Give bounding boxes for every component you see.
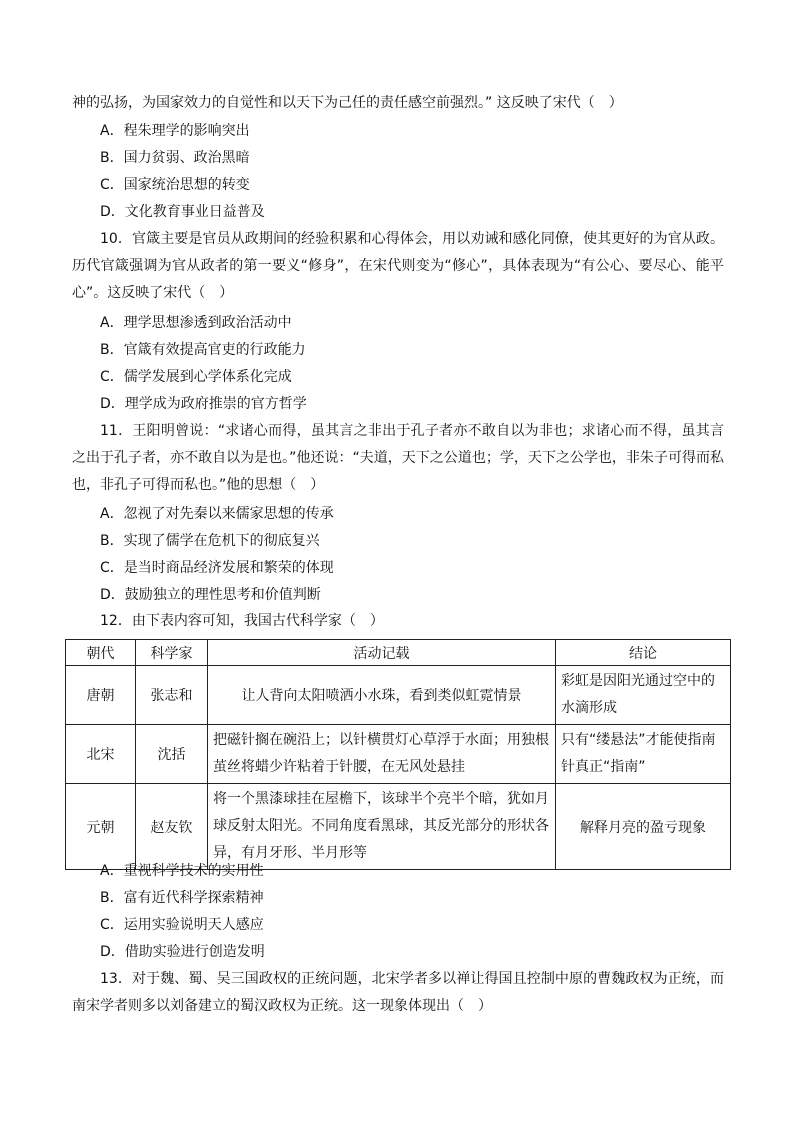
table-cell-conclusion: 彩虹是因阳光通过空中的水滴形成 — [556, 666, 731, 725]
q11-option-c: C．是当时商品经济发展和繁荣的体现 — [100, 560, 334, 576]
q11-stem: 11．王阳明曾说：“求诸心而得，虽其言之非出于孔子者亦不敢自以为非也；求诸心而不得，虽其言之出于孔子者，亦不敢自以为是也。”他还说：“夫道，天下之公道也；学，天下之公学也，非朱子可得而私也，非孔子可得而私也。”他的思想（ ） — [72, 423, 724, 493]
table-header-dynasty: 朝代 — [66, 640, 136, 666]
table-header-scientist: 科学家 — [136, 640, 208, 666]
table-cell-scientist: 赵友钦 — [136, 784, 208, 870]
q12-option-c: C．运用实验说明天人感应 — [100, 917, 264, 933]
table-cell-activity: 让人背向太阳喷洒小水珠，看到类似虹霓情景 — [208, 666, 556, 725]
q10-option-c: C．儒学发展到心学体系化完成 — [100, 369, 292, 385]
table-cell-dynasty: 北宋 — [66, 725, 136, 784]
q13-stem: 13．对于魏、蜀、吴三国政权的正统问题，北宋学者多以禅让得国且控制中原的曹魏政权为正统，而南宋学者则多以刘备建立的蜀汉政权为正统。这一现象体现出（ ） — [72, 971, 724, 1014]
q10-stem: 10．官箴主要是官员从政期间的经验积累和心得体会，用以劝诫和感化同僚，使其更好的为官从政。历代官箴强调为官从政者的第一要义“修身”，在宋代则变为“修心”，具体表现为“有公心、要尽心、能平心”。这反映了宋代（ ） — [72, 231, 724, 301]
scientist-table — [65, 639, 731, 870]
q10-option-a: A．理学思想渗透到政治活动中 — [100, 315, 292, 331]
table-header-activity: 活动记载 — [208, 640, 556, 666]
q12-stem: 12．由下表内容可知，我国古代科学家（ ） — [100, 613, 384, 629]
table-cell-dynasty: 唐朝 — [66, 666, 136, 725]
table-row — [66, 725, 731, 784]
q9-stem-tail: 神的弘扬，为国家效力的自觉性和以天下为己任的责任感空前强烈。” 这反映了宋代（ ） — [72, 95, 623, 111]
q12-option-b: B．富有近代科学探索精神 — [100, 890, 264, 906]
q11-option-d: D．鼓励独立的理性思考和价值判断 — [100, 587, 321, 603]
q9-option-c: C．国家统治思想的转变 — [100, 177, 250, 193]
table-header-row — [66, 640, 731, 666]
q10-option-d: D．理学成为政府推崇的官方哲学 — [100, 396, 307, 412]
q12-option-d: D．借助实验进行创造发明 — [100, 944, 265, 960]
table-cell-scientist: 沈括 — [136, 725, 208, 784]
q11-option-b: B．实现了儒学在危机下的彻底复兴 — [100, 533, 320, 549]
table-cell-dynasty: 元朝 — [66, 784, 136, 870]
table-cell-conclusion: 解释月亮的盈亏现象 — [556, 784, 731, 870]
table-header-conclusion: 结论 — [556, 640, 731, 666]
table-cell-activity: 将一个黑漆球挂在屋檐下，该球半个亮半个暗，犹如月球反射太阳光。不同角度看黑球，其反光部分的形状各异，有月牙形、半月形等 — [208, 784, 556, 870]
table-cell-scientist: 张志和 — [136, 666, 208, 725]
table-row — [66, 784, 731, 870]
table-cell-conclusion: 只有“缕悬法”才能使指南针真正“指南” — [556, 725, 731, 784]
q12-option-a: A．重视科学技术的实用性 — [100, 863, 264, 879]
q11-option-a: A．忽视了对先秦以来儒家思想的传承 — [100, 506, 334, 522]
table-row — [66, 666, 731, 725]
q10-option-b: B．官箴有效提高官吏的行政能力 — [100, 342, 306, 358]
q9-option-b: B．国力贫弱、政治黑暗 — [100, 150, 250, 166]
q9-option-a: A．程朱理学的影响突出 — [100, 123, 250, 139]
q9-option-d: D．文化教育事业日益普及 — [100, 204, 265, 220]
table-cell-activity: 把磁针搁在碗沿上；以针横贯灯心草浮于水面；用独根茧丝将蜡少许粘着于针腰，在无风处悬挂 — [208, 725, 556, 784]
